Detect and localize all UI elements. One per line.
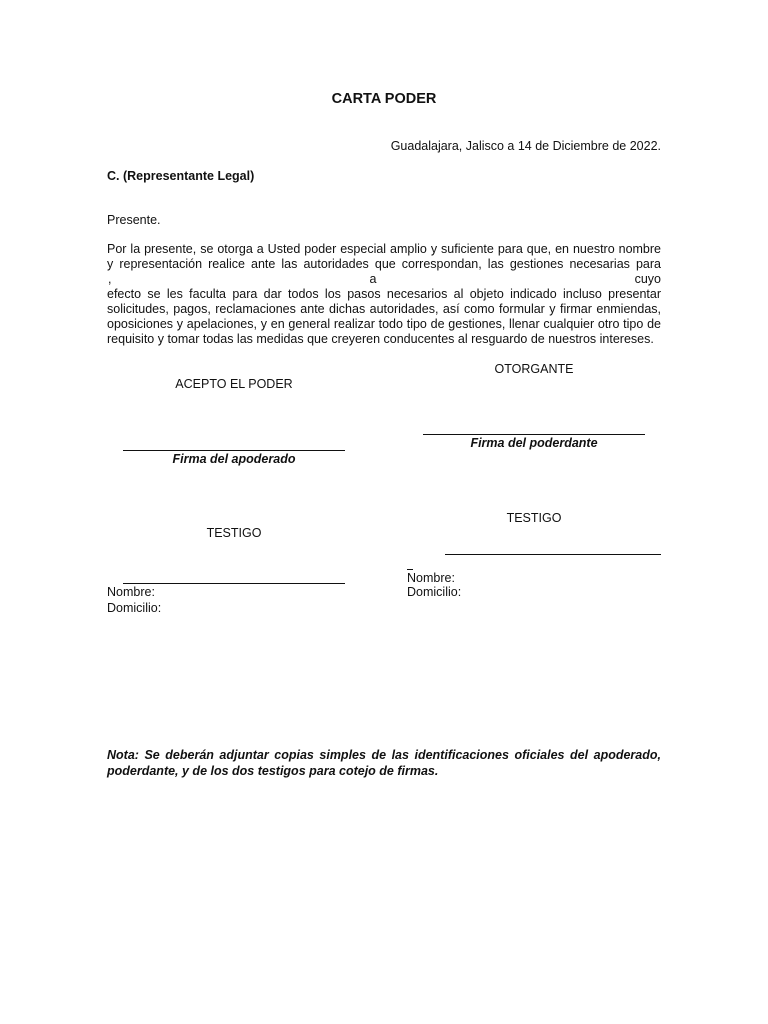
witness-left-label: TESTIGO [206, 526, 262, 540]
body-line: oposiciones y apelaciones, y en general realizar todo tipo de gestiones, llenar cualquier otro tipo de [107, 317, 661, 331]
witness-left-signature-line [123, 583, 345, 584]
body-line: solicitudes, pagos, reclamaciones ante dichas autoridades, así como formular y firmar enmiendas, [107, 302, 661, 316]
body-line-blank [107, 272, 661, 287]
greeting: Presente. [107, 213, 161, 227]
addressee: C. (Representante Legal) [107, 169, 255, 183]
grantor-label: OTORGANTE [494, 362, 574, 376]
attorney-label: ACEPTO EL PODER [175, 377, 293, 391]
attorney-signature-line [123, 450, 345, 451]
note-line: poderdante, y de los dos testigos para cotejo de firmas. [107, 764, 439, 778]
note-line: Nota: Se deberán adjuntar copias simples de las identificaciones oficiales del apoderado, [107, 748, 661, 762]
witness-right-label: TESTIGO [506, 511, 562, 525]
body-line: efecto se les faculta para dar todos los pasos necesarios al objeto indicado incluso presentar [107, 287, 661, 301]
body-paragraph [107, 242, 661, 347]
grantor-signature-caption: Firma del poderdante [470, 436, 598, 450]
place-date: Guadalajara, Jalisco a 14 de Diciembre de 2022. [390, 139, 661, 153]
witness-right-signature-line [445, 554, 661, 555]
body-line: y representación realice ante las autoridades que correspondan, las gestiones necesarias para [107, 257, 661, 271]
witness-right-name-label: Nombre: [407, 571, 455, 585]
body-line: requisito y tomar todas las medidas que creyeren conducentes al resguardo de nuestros intereses. [107, 332, 654, 346]
grantor-signature-line [423, 434, 645, 435]
witness-left-address-label: Domicilio: [107, 601, 162, 615]
witness-left-name-label: Nombre: [107, 585, 155, 599]
footnote [107, 747, 661, 779]
witness-right-address-label: Domicilio: [407, 585, 462, 599]
body-line-tail: , a cuyo [108, 272, 661, 286]
body-line: Por la presente, se otorga a Usted poder especial amplio y suficiente para que, en nuestro nombre [107, 242, 661, 256]
witness-right-stray-underscore [407, 569, 413, 570]
document-title: CARTA PODER [331, 91, 437, 107]
attorney-signature-caption: Firma del apoderado [172, 452, 296, 466]
